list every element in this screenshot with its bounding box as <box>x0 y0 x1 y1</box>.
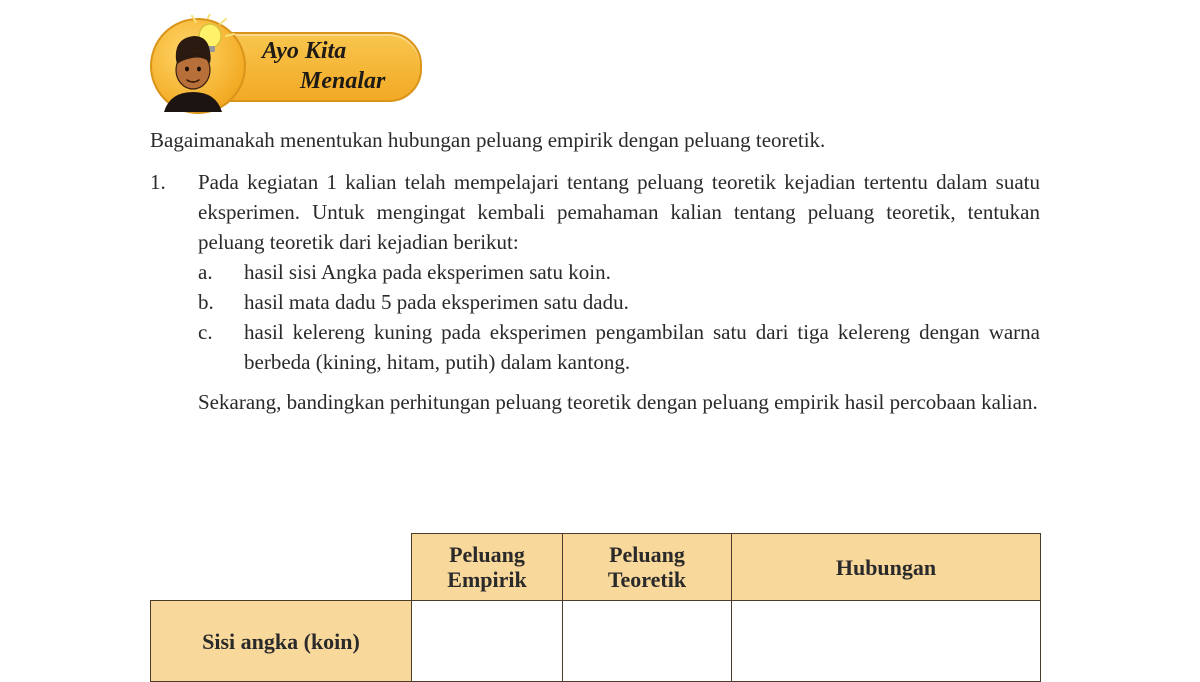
comparison-table <box>150 533 1041 682</box>
sub-item-letter: b. <box>198 290 214 314</box>
sub-item-letter: a. <box>198 260 213 284</box>
row-label: Sisi angka (koin) <box>151 601 412 682</box>
table-cell-empirik <box>412 601 563 682</box>
table-header-row <box>151 534 1041 601</box>
table-cell-teoretik <box>563 601 732 682</box>
badge-title <box>262 36 385 96</box>
table-row <box>151 601 1041 682</box>
sub-item-text: hasil sisi Angka pada eksperimen satu koin. <box>244 260 611 284</box>
list-item-number: 1. <box>150 170 166 194</box>
ayo-kita-menalar-badge <box>150 14 422 104</box>
item-paragraph: Pada kegiatan 1 kalian telah mempelajari tentang peluang teoretik kejadian tertentu dalam suatu eksperimen. Untuk mengingat kembali pemahaman kalian tentang peluang teoretik, tentukan peluang teoretik dari kejadian berikut: <box>198 170 1040 254</box>
sub-item-b <box>198 287 1040 317</box>
badge-title-line1: Ayo Kita <box>262 38 347 64</box>
header-text: Hubungan <box>835 554 937 580</box>
header-text: Peluang <box>449 542 525 567</box>
header-text: Empirik <box>447 567 527 592</box>
table-corner-blank <box>151 534 412 601</box>
sub-item-text: hasil mata dadu 5 pada eksperimen satu dadu. <box>244 290 629 314</box>
thinking-person-lightbulb-icon <box>150 14 246 114</box>
header-text: Teoretik <box>607 567 687 592</box>
header-peluang-empirik <box>412 534 563 601</box>
intro-paragraph: Bagaimanakah menentukan hubungan peluang empirik dengan peluang teoretik. <box>150 128 826 152</box>
list-item-1 <box>150 167 1040 417</box>
sub-item-c <box>198 317 1040 377</box>
compare-paragraph: Sekarang, bandingkan perhitungan peluang teoretik dengan peluang empirik hasil percobaan kalian. <box>198 390 1038 414</box>
main-content <box>150 125 1040 417</box>
badge-title-line2: Menalar <box>300 68 386 94</box>
header-hubungan <box>732 534 1041 601</box>
table-cell-hubungan <box>732 601 1041 682</box>
list-item-body <box>198 167 1040 417</box>
header-peluang-teoretik <box>563 534 732 601</box>
sub-item-text: hasil kelereng kuning pada eksperimen pengambilan satu dari tiga kelereng dengan warna berbeda (kining, hitam, putih) dalam kantong. <box>244 320 1040 374</box>
sub-item-a <box>198 257 1040 287</box>
sub-item-letter: c. <box>198 320 213 344</box>
header-text: Peluang <box>609 542 685 567</box>
